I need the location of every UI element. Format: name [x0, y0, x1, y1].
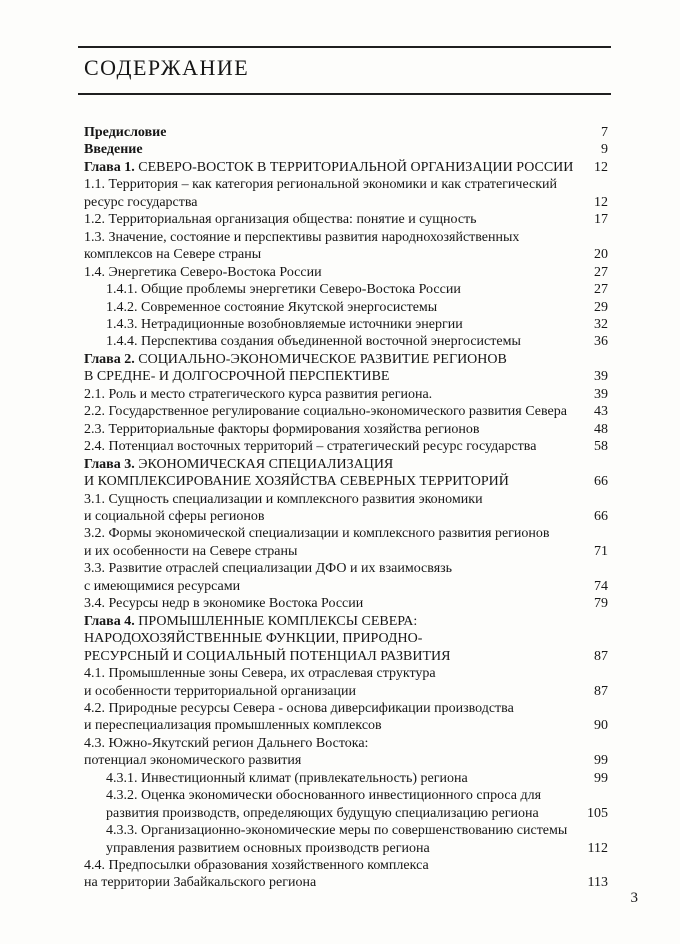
toc-entry-text: И КОМПЛЕКСИРОВАНИЕ ХОЗЯЙСТВА СЕВЕРНЫХ ТЕРРИТОРИЙ	[84, 474, 509, 490]
toc-entry-page: 48	[594, 421, 608, 437]
toc-entry	[84, 543, 608, 560]
toc-entry-text: и социальной сферы регионов	[84, 508, 265, 524]
toc-entry	[84, 822, 608, 839]
toc-entry-page: 99	[594, 770, 608, 786]
toc-entry	[84, 787, 608, 804]
toc-entry-text: 3.1. Сущность специализации и комплексного развития экономики	[84, 491, 483, 507]
toc-entry-text: 2.3. Территориальные факторы формирования хозяйства регионов	[84, 421, 480, 437]
toc-entry	[84, 403, 608, 420]
toc-entry	[84, 246, 608, 263]
toc-entry-page: 39	[594, 386, 608, 402]
toc-entry	[84, 770, 608, 787]
toc-entry-page: 87	[594, 683, 608, 699]
toc-entry	[84, 124, 608, 141]
toc-entry	[84, 735, 608, 752]
toc-entry	[84, 333, 608, 350]
toc-entry	[84, 560, 608, 577]
toc-entry-text: и их особенности на Севере страны	[84, 543, 298, 559]
toc-entry-page: 43	[594, 404, 608, 420]
toc-entry-text	[84, 124, 166, 141]
toc-entry-page: 32	[594, 316, 608, 332]
toc-entry-page: 20	[594, 247, 608, 263]
toc-entry	[84, 473, 608, 490]
toc-entry	[84, 525, 608, 542]
toc-entry	[84, 665, 608, 682]
toc-entry	[84, 229, 608, 246]
toc-entry	[84, 700, 608, 717]
toc-entry	[84, 159, 608, 176]
toc-entry-page: 90	[594, 718, 608, 734]
toc-entry-text: 1.4.2. Современное состояние Якутской энергосистемы	[106, 299, 438, 315]
toc-entry	[84, 299, 608, 316]
toc-entry-text: 1.1. Территория – как категория региональной экономики и как стратегический	[84, 177, 558, 193]
toc-entry-page: 74	[594, 578, 608, 594]
toc-entry	[84, 438, 608, 455]
toc-entry-text: 3.4. Ресурсы недр в экономике Востока России	[84, 596, 364, 612]
toc-entry-text: 4.3. Южно-Якутский регион Дальнего Востока:	[84, 735, 369, 751]
toc-entry	[84, 648, 608, 665]
toc-entry-text: потенциал экономического развития	[84, 753, 302, 769]
toc-entry	[84, 264, 608, 281]
toc-entry-text: Глава 3. ЭКОНОМИЧЕСКАЯ СПЕЦИАЛИЗАЦИЯ	[84, 456, 394, 472]
toc-entry-page: 17	[594, 212, 608, 228]
toc-entry-text: НАРОДОХОЗЯЙСТВЕННЫЕ ФУНКЦИИ, ПРИРОДНО-	[84, 631, 423, 647]
page-number: 3	[630, 890, 638, 906]
toc-entry-text: управления развитием основных производств региона	[106, 840, 430, 856]
toc-entry-text: 1.4.1. Общие проблемы энергетики Северо-Востока России	[106, 282, 461, 298]
toc-entry-page: 12	[594, 194, 608, 210]
toc-entry-page: 27	[594, 282, 608, 298]
toc-entry-text: 2.4. Потенциал восточных территорий – стратегический ресурс государства	[84, 439, 537, 455]
toc-entry	[84, 752, 608, 769]
toc-entry-text: 1.2. Территориальная организация общества: понятие и сущность	[84, 212, 477, 228]
toc-entry-text: 1.3. Значение, состояние и перспективы развития народнохозяйственных	[84, 229, 520, 245]
toc-entry-text: 2.2. Государственное регулирование социально-экономического развития Севера	[84, 404, 567, 420]
toc-entry	[84, 508, 608, 525]
toc-entry	[84, 578, 608, 595]
toc-entry	[84, 316, 608, 333]
toc-entry	[84, 141, 608, 158]
toc-entry-page: 87	[594, 648, 608, 664]
toc-entry-text: 1.4.3. Нетрадиционные возобновляемые источники энергии	[106, 316, 463, 332]
toc-entry-bold-label: Глава 1.	[84, 159, 135, 175]
toc-entry	[84, 491, 608, 508]
toc-entry-page: 39	[594, 369, 608, 385]
toc-entry	[84, 630, 608, 647]
toc-entry	[84, 386, 608, 403]
toc-entry-text: 3.2. Формы экономической специализации и комплексного развития регионов	[84, 526, 550, 542]
toc-entry	[84, 421, 608, 438]
toc-entry-bold-label: Глава 2.	[84, 351, 135, 367]
toc-entry-bold-label: Введение	[84, 142, 143, 158]
toc-entry-page: 9	[601, 142, 608, 158]
toc-entry-page: 27	[594, 264, 608, 280]
toc-entry-text: и переспециализация промышленных комплексов	[84, 718, 382, 734]
toc-entry-page: 36	[594, 334, 608, 350]
toc-entry-page: 29	[594, 299, 608, 315]
toc-entry-text: В СРЕДНЕ- И ДОЛГОСРОЧНОЙ ПЕРСПЕКТИВЕ	[84, 369, 390, 385]
toc-entry-bold-label: Глава 4.	[84, 613, 135, 629]
toc-entry-page: 112	[587, 840, 608, 856]
toc-entry-text: 3.3. Развитие отраслей специализации ДФО и их взаимосвязь	[84, 561, 453, 577]
toc-entry-text: РЕСУРСНЫЙ И СОЦИАЛЬНЫЙ ПОТЕНЦИАЛ РАЗВИТИЯ	[84, 648, 451, 664]
toc-entry	[84, 683, 608, 700]
toc-entry	[84, 717, 608, 734]
toc-entry-text: 4.1. Промышленные зоны Севера, их отраслевая структура	[84, 666, 436, 682]
toc-entry-text: Глава 2. СОЦИАЛЬНО-ЭКОНОМИЧЕСКОЕ РАЗВИТИЕ РЕГИОНОВ	[84, 351, 507, 367]
toc-entry-text: 4.2. Природные ресурсы Севера - основа диверсификации производства	[84, 700, 514, 716]
toc-entry-page: 7	[601, 125, 608, 140]
toc-entry	[84, 281, 608, 298]
toc-entry-bold-label: Предисловие	[84, 125, 167, 140]
toc-entry-text: развития производств, определяющих будущую специализацию региона	[106, 805, 539, 821]
toc-entry-bold-label: Глава 3.	[84, 456, 135, 472]
toc-entry	[84, 613, 608, 630]
toc-entry-page: 66	[594, 474, 608, 490]
toc-entry	[84, 176, 608, 193]
header-rule-bottom	[78, 93, 611, 95]
toc-entry-page: 12	[594, 159, 608, 175]
toc-entry-text	[84, 141, 143, 158]
toc-entry-text: ресурс государства	[84, 194, 198, 210]
toc-entry-text: 1.4.4. Перспектива создания объединенной восточной энергосистемы	[106, 334, 521, 350]
toc-entry-text: Глава 4. ПРОМЫШЛЕННЫЕ КОМПЛЕКСЫ СЕВЕРА:	[84, 613, 418, 629]
toc-entry	[84, 595, 608, 612]
toc-entry-text: 4.4. Предпосылки образования хозяйственного комплекса	[84, 858, 429, 874]
toc-entry	[84, 194, 608, 211]
toc-entry	[84, 368, 608, 385]
toc-entry	[84, 211, 608, 228]
toc-entry-page: 105	[587, 805, 608, 821]
toc-entry	[84, 456, 608, 473]
toc-entry-page: 66	[594, 508, 608, 524]
toc-entry-page: 71	[594, 543, 608, 559]
header-rule-top	[78, 46, 611, 48]
toc-entry	[84, 351, 608, 368]
toc-entry-text: 1.4. Энергетика Северо-Востока России	[84, 264, 322, 280]
toc-entry-text: 2.1. Роль и место стратегического курса развития региона.	[84, 386, 433, 402]
toc-entry-text: 4.3.2. Оценка экономически обоснованного инвестиционного спроса для	[106, 788, 542, 804]
toc-entry	[84, 857, 608, 874]
toc-entry-text: Глава 1. СЕВЕРО-ВОСТОК В ТЕРРИТОРИАЛЬНОЙ ОРГАНИЗАЦИИ РОССИИ	[84, 159, 574, 175]
toc-entry-text: с имеющимися ресурсами	[84, 578, 241, 594]
toc-entry-page: 79	[594, 596, 608, 612]
toc-entry-page: 113	[587, 875, 608, 891]
toc-entry	[84, 805, 608, 822]
toc-entry-page: 58	[594, 439, 608, 455]
toc-entry-text: комплексов на Севере страны	[84, 247, 262, 263]
toc-list	[84, 124, 608, 892]
toc-entry-text: на территории Забайкальского региона	[84, 875, 317, 891]
page-title: СОДЕРЖАНИЕ	[84, 55, 250, 80]
toc-entry-text: и особенности территориальной организации	[84, 683, 356, 699]
toc-entry	[84, 874, 608, 891]
toc-entry-text: 4.3.1. Инвестиционный климат (привлекательность) региона	[106, 770, 468, 786]
toc-entry-text: 4.3.3. Организационно-экономические меры по совершенствованию системы	[106, 823, 568, 839]
toc-entry-page: 99	[594, 753, 608, 769]
toc-entry	[84, 840, 608, 857]
